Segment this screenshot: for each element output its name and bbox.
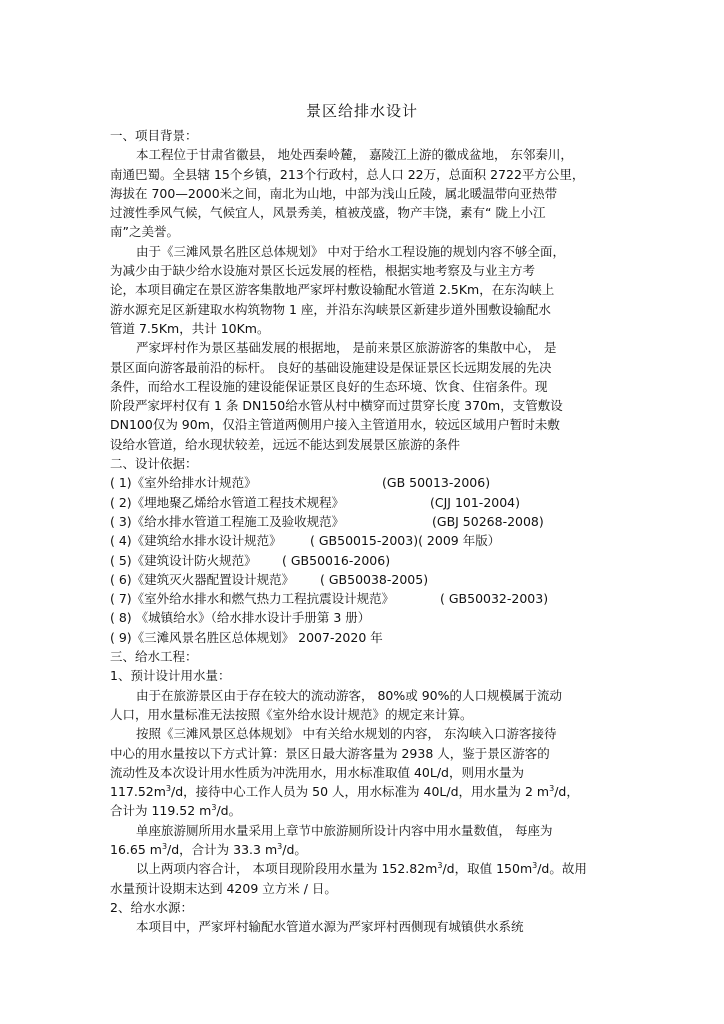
reference-name: ( 6)《建筑灭火器配置设计规范》 [110, 571, 295, 587]
reference-item [110, 551, 630, 570]
reference-name: ( 9)《三滩风景名胜区总体规划》 2007-2020 年 [110, 629, 383, 645]
paragraph-line: 景区面向游客最前沿的标杆。 良好的基础设施建设是保证景区长远期发展的先决 [110, 359, 552, 375]
paragraph-line: 本项目中，严家坪村输配水管道水源为严家坪村西侧现有城镇供水系统 [136, 919, 524, 935]
superscript: 3 [161, 841, 168, 851]
paragraph-line: 由于在旅游景区由于存在较大的流动游客， 80%或 90%的人口规模属于流动 [136, 687, 563, 703]
section-heading-water-supply: 三、给水工程： [110, 649, 198, 665]
reference-item [110, 589, 630, 608]
reference-code: (GB 50013-2006) [382, 475, 491, 491]
paragraph-line: 条件，而给水工程设施的建设能保证景区良好的生态环境、饮食、住宿条件。现 [110, 378, 548, 394]
text-run: 以上两项内容合计， 本项目现阶段用水量为 152.82m [136, 861, 438, 877]
paragraph-line: 论，本项目确定在景区游客集散地严家坪村敷设输配水管道 2.5Km，在东沟峡上 [110, 282, 555, 298]
text-run: /d。 [216, 803, 242, 819]
reference-code: ( GB50038-2005) [320, 571, 429, 587]
paragraph-line: DN100仅为 90m，仅沿主管道两侧用户接入主管道用水，较远区域用户暂时未敷 [110, 417, 560, 433]
reference-item [110, 531, 630, 550]
reference-name: ( 7)《室外给水排水和燃气热力工程抗震设计规范》 [110, 591, 395, 607]
reference-name: ( 8) 《城镇给水》（给水排水设计手册第 3 册） [110, 610, 371, 626]
text-run: 合计为 119.52 m [110, 803, 212, 819]
reference-code: (GBJ 50268-2008) [432, 513, 544, 529]
superscript: 3 [437, 861, 443, 871]
text-run: /d。 [282, 841, 307, 857]
reference-item [110, 512, 630, 531]
section-heading-background: 一、项目背景： [110, 128, 198, 143]
paragraph-line: 流动性及本次设计用水性质为冲洗用水，用水标准取值 40L/d，则用水量为 [110, 764, 524, 780]
reference-item [110, 570, 630, 589]
paragraph-line: 管道 7.5Km，共计 10Km。 [110, 320, 270, 336]
subsection-heading: 1、预计设计用水量： [110, 668, 231, 684]
paragraph-line: 过渡性季风气候，气候宜人，风景秀美，植被茂盛，物产丰饶，素有“ 陇上小江 [110, 205, 546, 221]
superscript: 3 [549, 783, 555, 793]
text-run: /d，接待中心工作人员为 50 人，用水标准为 40L/d，用水量为 2 m [171, 784, 550, 800]
paragraph-line: 由于《三滩风景名胜区总体规划》 中对于给水工程设施的规划内容不够全面， [136, 243, 565, 259]
reference-code: (CJJ 101-2004) [430, 494, 521, 510]
subsection-heading: 2、给水水源： [110, 899, 193, 915]
paragraph-line: 游水源充足区新建取水构筑物物 1 座，并沿东沟峡景区新建步道外围敷设输配水 [110, 301, 551, 317]
text-run: 16.65 m [110, 841, 162, 857]
paragraph-line [110, 801, 630, 820]
paragraph-line: 海拔在 700—2000米之间，南北为山地，中部为浅山丘陵，属北暖温带向亚热带 [110, 185, 558, 201]
superscript: 3 [211, 803, 217, 813]
reference-code: ( GB50032-2003) [440, 591, 549, 607]
text-run: /d，取值 150m [442, 861, 533, 877]
paragraph-line: 南”之美誉。 [110, 224, 179, 240]
paragraph-line [110, 840, 630, 859]
text-run: 117.52m [110, 784, 166, 800]
reference-name: ( 2)《埋地聚乙烯给水管道工程技术规程》 [110, 494, 345, 510]
reference-name: ( 3)《给水排水管道工程施工及验收规范》 [110, 513, 345, 529]
superscript: 3 [165, 783, 172, 793]
reference-name: ( 5)《建筑设计防火规范》 [110, 552, 257, 568]
superscript: 3 [532, 861, 538, 871]
paragraph-line: 单座旅游厕所用水量采用上章节中旅游厕所设计内容中用水量数值， 每座为 [136, 822, 553, 838]
paragraph-line: 中心的用水量按以下方式计算：景区日最大游客量为 2938 人，鉴于景区游客的 [110, 745, 550, 761]
reference-item [110, 493, 630, 512]
paragraph-line [110, 782, 630, 801]
text-run: /d， [554, 784, 579, 800]
paragraph-line: 南通巴蜀。全县辖 15个乡镇，213个行政村，总人口 22万，总面积 2722平方公里， [110, 166, 585, 182]
paragraph-line: 严家坪村作为景区基础发展的根据地， 是前来景区旅游游客的集散中心， 是 [136, 340, 557, 356]
reference-code: ( GB50016-2006) [282, 552, 391, 568]
paragraph-line: 水量预计设期末达到 4209 立方米 / 日。 [110, 880, 337, 896]
section-heading-basis: 二、设计依据： [110, 456, 198, 472]
reference-item [110, 608, 630, 627]
document-body [110, 126, 630, 936]
reference-item [110, 628, 630, 647]
superscript: 3 [277, 841, 283, 851]
reference-code: ( GB50015-2003)( 2009 年版） [310, 533, 501, 549]
reference-item [110, 473, 630, 492]
text-run: /d，合计为 33.3 m [167, 841, 278, 857]
reference-name: ( 4)《建筑给水排水设计规范》 [110, 533, 282, 549]
text-run: /d。故用 [537, 861, 587, 877]
document-title: 景区给排水设计 [305, 102, 418, 120]
reference-name: ( 1)《室外给排水计规范》 [110, 475, 257, 491]
paragraph-line: 按照《三滩风景区总体规划》 中有关给水规划的内容， 东沟峡入口游客接待 [136, 726, 557, 742]
paragraph-line: 人口，用水量标准无法按照《室外给水设计规范》的规定来计算。 [110, 706, 473, 722]
paragraph-line: 为减少由于缺少给水设施对景区长远发展的桎梏，根据实地考察及与业主方考 [110, 263, 536, 279]
paragraph-line: 本工程位于甘肃省徽县， 地处西秦岭麓， 嘉陵江上游的徽成盆地， 东邻秦川， [136, 147, 573, 163]
paragraph-line [110, 859, 630, 878]
paragraph-line: 设给水管道，给水现状较差，远远不能达到发展景区旅游的条件 [110, 436, 461, 452]
paragraph-line: 阶段严家坪村仅有 1 条 DN150给水管从村中横穿而过贯穿长度 370m，支管敷设 [110, 398, 563, 414]
